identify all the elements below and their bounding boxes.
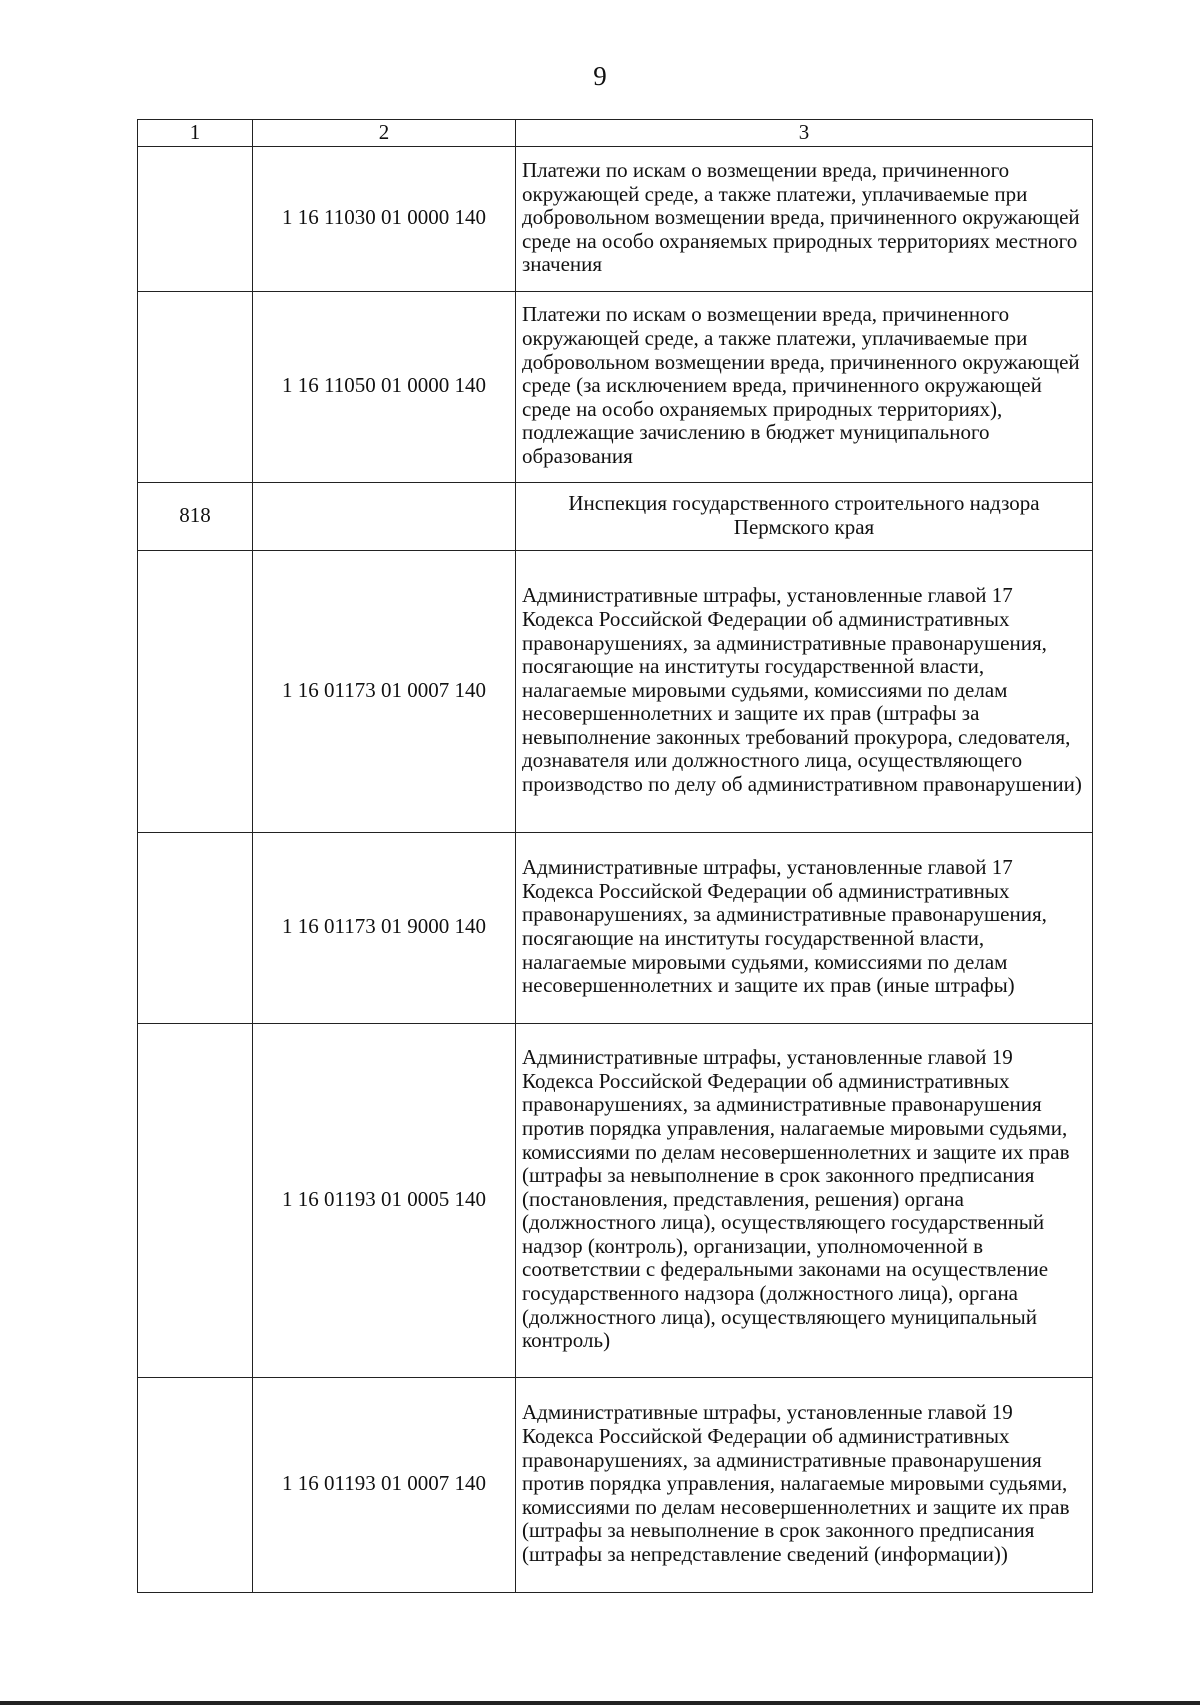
header-col-3: 3 <box>516 120 1093 147</box>
description-cell: Административные штрафы, установленные главой 17 Кодекса Российской Федерации об административных правонарушениях, за административные правонарушения, посягающие на институты государственной власти, налагаемые мировыми судьями, комиссиями по делам несовершеннолетних и защите их прав (иные штрафы) <box>516 833 1093 1024</box>
table-row <box>138 147 1093 292</box>
table-header-row <box>138 120 1093 147</box>
description-cell: Административные штрафы, установленные главой 19 Кодекса Российской Федерации об административных правонарушениях, за административные правонарушения против порядка управления, налагаемые мировыми судьями, комиссиями по делам несовершеннолетних и защите их прав (штрафы за невыполнение в срок законного предписания (постановления, представления, решения) органа (должностного лица), осуществляющего государственный надзор (контроль), организации, уполномоченной в соответствии с федеральными законами на осуществление государственного надзора (должностного лица), органа (должностного лица), осуществляющего муниципальный контроль) <box>516 1024 1093 1378</box>
admin-code-cell: 818 <box>138 483 253 551</box>
table-row <box>138 1378 1093 1593</box>
admin-code-cell <box>138 1378 253 1593</box>
table-row <box>138 833 1093 1024</box>
budget-code-cell: 1 16 11030 01 0000 140 <box>253 147 516 292</box>
description-cell: Административные штрафы, установленные главой 17 Кодекса Российской Федерации об административных правонарушениях, за административные правонарушения, посягающие на институты государственной власти, налагаемые мировыми судьями, комиссиями по делам несовершеннолетних и защите их прав (штрафы за невыполнение законных требований прокурора, следователя, дознавателя или должностного лица, осуществляющего производство по делу об административном правонарушении) <box>516 551 1093 833</box>
admin-code-cell <box>138 1024 253 1378</box>
table-row <box>138 483 1093 551</box>
budget-code-cell: 1 16 01193 01 0005 140 <box>253 1024 516 1378</box>
budget-code-cell <box>253 483 516 551</box>
header-col-1: 1 <box>138 120 253 147</box>
budget-code-cell: 1 16 01173 01 0007 140 <box>253 551 516 833</box>
header-col-2: 2 <box>253 120 516 147</box>
description-cell: Платежи по искам о возмещении вреда, причиненного окружающей среде, а также платежи, уплачиваемые при добровольном возмещении вреда, причиненного окружающей среде на особо охраняемых природных территориях местного значения <box>516 147 1093 292</box>
budget-code-cell: 1 16 01193 01 0007 140 <box>253 1378 516 1593</box>
table-row <box>138 1024 1093 1378</box>
description-cell: Платежи по искам о возмещении вреда, причиненного окружающей среде, а также платежи, уплачиваемые при добровольном возмещении вреда, причиненного окружающей среде (за исключением вреда, причиненного окружающей среде на особо охраняемых природных территориях), подлежащие зачислению в бюджет муниципального образования <box>516 292 1093 483</box>
administrator-name-cell: Инспекция государственного строительного надзора Пермского края <box>516 483 1093 551</box>
table-row <box>138 551 1093 833</box>
description-cell: Административные штрафы, установленные главой 19 Кодекса Российской Федерации об административных правонарушениях, за административные правонарушения против порядка управления, налагаемые мировыми судьями, комиссиями по делам несовершеннолетних и защите их прав (штрафы за невыполнение в срок законного предписания (штрафы за непредставление сведений (информации)) <box>516 1378 1093 1593</box>
admin-code-cell <box>138 833 253 1024</box>
page-number: 9 <box>593 61 607 91</box>
admin-code-cell <box>138 292 253 483</box>
budget-code-cell: 1 16 01173 01 9000 140 <box>253 833 516 1024</box>
budget-codes-table <box>137 119 1093 1593</box>
budget-code-cell: 1 16 11050 01 0000 140 <box>253 292 516 483</box>
table-row <box>138 292 1093 483</box>
scan-bottom-edge <box>0 1701 1200 1705</box>
admin-code-cell <box>138 147 253 292</box>
admin-code-cell <box>138 551 253 833</box>
